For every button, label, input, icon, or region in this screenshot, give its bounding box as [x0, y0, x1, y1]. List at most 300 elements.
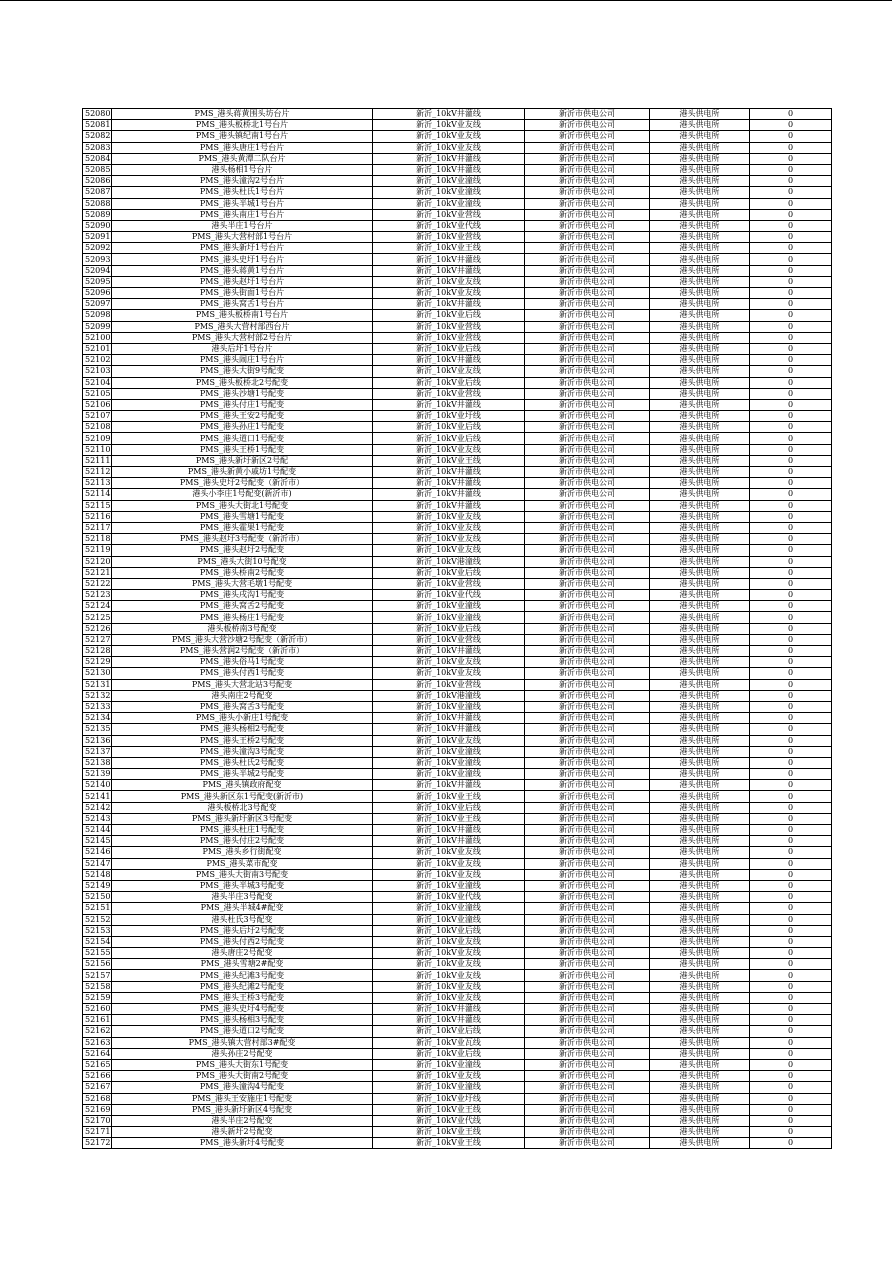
- value-cell: 0: [750, 825, 832, 836]
- row-id-cell: 52151: [83, 903, 112, 914]
- company-cell: 新沂市供电公司: [525, 959, 650, 970]
- row-id-cell: 52137: [83, 746, 112, 757]
- company-cell: 新沂市供电公司: [525, 1093, 650, 1104]
- feeder-line-cell: 新沂_10kV业圩线: [373, 411, 525, 422]
- table-row: [83, 880, 832, 891]
- value-cell: 0: [750, 131, 832, 142]
- supply-station-cell: 港头供电所: [650, 534, 750, 545]
- row-id-cell: 52091: [83, 232, 112, 243]
- value-cell: 0: [750, 1071, 832, 1082]
- company-cell: 新沂市供电公司: [525, 422, 650, 433]
- supply-station-cell: 港头供电所: [650, 690, 750, 701]
- value-cell: 0: [750, 836, 832, 847]
- company-cell: 新沂市供电公司: [525, 209, 650, 220]
- value-cell: 0: [750, 299, 832, 310]
- value-cell: 0: [750, 646, 832, 657]
- supply-station-cell: 港头供电所: [650, 399, 750, 410]
- supply-station-cell: 港头供电所: [650, 914, 750, 925]
- value-cell: 0: [750, 153, 832, 164]
- table-row: [83, 869, 832, 880]
- supply-station-cell: 港头供电所: [650, 880, 750, 891]
- feeder-line-cell: 新沂_10kV港潼线: [373, 690, 525, 701]
- feeder-line-cell: 新沂_10kV井灌线: [373, 1015, 525, 1026]
- feeder-line-cell: 新沂_10kV井灌线: [373, 1004, 525, 1015]
- company-cell: 新沂市供电公司: [525, 366, 650, 377]
- supply-station-cell: 港头供电所: [650, 847, 750, 858]
- feeder-line-cell: 新沂_10kV业营线: [373, 232, 525, 243]
- feeder-line-cell: 新沂_10kV井灌线: [373, 109, 525, 120]
- table-row: [83, 769, 832, 780]
- table-row: [83, 153, 832, 164]
- row-id-cell: 52170: [83, 1115, 112, 1126]
- station-name-cell: PMS_港头付西1号配变: [112, 668, 373, 679]
- station-name-cell: PMS_港头付庄2号配变: [112, 836, 373, 847]
- value-cell: 0: [750, 634, 832, 645]
- supply-station-cell: 港头供电所: [650, 981, 750, 992]
- feeder-line-cell: 新沂_10kV业友线: [373, 120, 525, 131]
- supply-station-cell: 港头供电所: [650, 153, 750, 164]
- value-cell: 0: [750, 276, 832, 287]
- table-row: [83, 198, 832, 209]
- company-cell: 新沂市供电公司: [525, 746, 650, 757]
- table-row: [83, 623, 832, 634]
- company-cell: 新沂市供电公司: [525, 903, 650, 914]
- company-cell: 新沂市供电公司: [525, 880, 650, 891]
- company-cell: 新沂市供电公司: [525, 948, 650, 959]
- supply-station-cell: 港头供电所: [650, 869, 750, 880]
- feeder-line-cell: 新沂_10kV业潼线: [373, 1082, 525, 1093]
- company-cell: 新沂市供电公司: [525, 220, 650, 231]
- station-name-cell: 港头半庄2号配变: [112, 1115, 373, 1126]
- table-row: [83, 612, 832, 623]
- value-cell: 0: [750, 366, 832, 377]
- company-cell: 新沂市供电公司: [525, 1048, 650, 1059]
- station-name-cell: PMS_港头大街南3号配变: [112, 869, 373, 880]
- feeder-line-cell: 新沂_10kV井灌线: [373, 265, 525, 276]
- value-cell: 0: [750, 343, 832, 354]
- value-cell: 0: [750, 455, 832, 466]
- company-cell: 新沂市供电公司: [525, 232, 650, 243]
- company-cell: 新沂市供电公司: [525, 668, 650, 679]
- feeder-line-cell: 新沂_10kV业圩线: [373, 1093, 525, 1104]
- table-row: [83, 142, 832, 153]
- value-cell: 0: [750, 478, 832, 489]
- row-id-cell: 52161: [83, 1015, 112, 1026]
- company-cell: 新沂市供电公司: [525, 164, 650, 175]
- table-row: [83, 299, 832, 310]
- company-cell: 新沂市供电公司: [525, 612, 650, 623]
- table-row: [83, 679, 832, 690]
- company-cell: 新沂市供电公司: [525, 892, 650, 903]
- table-row: [83, 1026, 832, 1037]
- row-id-cell: 52123: [83, 590, 112, 601]
- station-name-cell: PMS_港头史圩1号台片: [112, 254, 373, 265]
- feeder-line-cell: 新沂_10kV业潼线: [373, 176, 525, 187]
- company-cell: 新沂市供电公司: [525, 1004, 650, 1015]
- company-cell: 新沂市供电公司: [525, 601, 650, 612]
- row-id-cell: 52146: [83, 847, 112, 858]
- feeder-line-cell: 新沂_10kV业潼线: [373, 1059, 525, 1070]
- table-row: [83, 1104, 832, 1115]
- station-name-cell: PMS_港头大营村部1号台片: [112, 232, 373, 243]
- company-cell: 新沂市供电公司: [525, 1138, 650, 1149]
- row-id-cell: 52119: [83, 545, 112, 556]
- row-id-cell: 52105: [83, 388, 112, 399]
- station-name-cell: PMS_港头潼沟4号配变: [112, 1082, 373, 1093]
- company-cell: 新沂市供电公司: [525, 310, 650, 321]
- row-id-cell: 52163: [83, 1037, 112, 1048]
- row-id-cell: 52082: [83, 131, 112, 142]
- supply-station-cell: 港头供电所: [650, 780, 750, 791]
- station-name-cell: PMS_港头镇大营村部3#配变: [112, 1037, 373, 1048]
- company-cell: 新沂市供电公司: [525, 1127, 650, 1138]
- station-name-cell: PMS_港头孙庄1号配变: [112, 422, 373, 433]
- feeder-line-cell: 新沂_10kV港潼线: [373, 556, 525, 567]
- station-name-cell: 港头唐庄2号配变: [112, 948, 373, 959]
- table-row: [83, 847, 832, 858]
- table-row: [83, 556, 832, 567]
- value-cell: 0: [750, 556, 832, 567]
- value-cell: 0: [750, 690, 832, 701]
- row-id-cell: 52117: [83, 522, 112, 533]
- table-row: [83, 433, 832, 444]
- table-row: [83, 646, 832, 657]
- table-row: [83, 590, 832, 601]
- feeder-line-cell: 新沂_10kV业友线: [373, 970, 525, 981]
- station-name-cell: PMS_港头王桥1号配变: [112, 444, 373, 455]
- station-name-cell: PMS_港头沙塘1号配变: [112, 388, 373, 399]
- value-cell: 0: [750, 1059, 832, 1070]
- station-name-cell: PMS_港头赵圩3号配变（新沂市）: [112, 534, 373, 545]
- row-id-cell: 52089: [83, 209, 112, 220]
- company-cell: 新沂市供电公司: [525, 757, 650, 768]
- row-id-cell: 52125: [83, 612, 112, 623]
- value-cell: 0: [750, 500, 832, 511]
- feeder-line-cell: 新沂_10kV井灌线: [373, 478, 525, 489]
- station-name-cell: PMS_港头雪塘2#配变: [112, 959, 373, 970]
- feeder-line-cell: 新沂_10kV业后线: [373, 422, 525, 433]
- company-cell: 新沂市供电公司: [525, 590, 650, 601]
- table-row: [83, 1015, 832, 1026]
- station-name-cell: PMS_港头新圩新区4号配变: [112, 1104, 373, 1115]
- value-cell: 0: [750, 612, 832, 623]
- row-id-cell: 52090: [83, 220, 112, 231]
- table-row: [83, 1071, 832, 1082]
- value-cell: 0: [750, 847, 832, 858]
- feeder-line-cell: 新沂_10kV业友线: [373, 276, 525, 287]
- value-cell: 0: [750, 545, 832, 556]
- value-cell: 0: [750, 187, 832, 198]
- value-cell: 0: [750, 981, 832, 992]
- station-name-cell: PMS_港头板桥北1号台片: [112, 120, 373, 131]
- value-cell: 0: [750, 399, 832, 410]
- supply-station-cell: 港头供电所: [650, 355, 750, 366]
- row-id-cell: 52107: [83, 411, 112, 422]
- feeder-line-cell: 新沂_10kV业潼线: [373, 612, 525, 623]
- supply-station-cell: 港头供电所: [650, 142, 750, 153]
- value-cell: 0: [750, 992, 832, 1003]
- company-cell: 新沂市供电公司: [525, 1115, 650, 1126]
- value-cell: 0: [750, 355, 832, 366]
- value-cell: 0: [750, 735, 832, 746]
- station-name-cell: PMS_港头杜氏2号配变: [112, 757, 373, 768]
- station-name-cell: PMS_港头纪滩2号配变: [112, 981, 373, 992]
- supply-station-cell: 港头供电所: [650, 1127, 750, 1138]
- feeder-line-cell: 新沂_10kV业友线: [373, 735, 525, 746]
- table-row: [83, 1138, 832, 1149]
- value-cell: 0: [750, 220, 832, 231]
- row-id-cell: 52167: [83, 1082, 112, 1093]
- table-row: [83, 444, 832, 455]
- row-id-cell: 52116: [83, 511, 112, 522]
- station-name-cell: PMS_港头杨相3号配变: [112, 1015, 373, 1026]
- row-id-cell: 52138: [83, 757, 112, 768]
- value-cell: 0: [750, 668, 832, 679]
- supply-station-cell: 港头供电所: [650, 433, 750, 444]
- supply-station-cell: 港头供电所: [650, 925, 750, 936]
- table-row: [83, 355, 832, 366]
- row-id-cell: 52140: [83, 780, 112, 791]
- row-id-cell: 52168: [83, 1093, 112, 1104]
- feeder-line-cell: 新沂_10kV井灌线: [373, 467, 525, 478]
- station-name-cell: PMS_港头新圩新区2号配: [112, 455, 373, 466]
- company-cell: 新沂市供电公司: [525, 377, 650, 388]
- row-id-cell: 52162: [83, 1026, 112, 1037]
- row-id-cell: 52095: [83, 276, 112, 287]
- company-cell: 新沂市供电公司: [525, 925, 650, 936]
- station-name-cell: PMS_港头王安施庄1号配变: [112, 1093, 373, 1104]
- supply-station-cell: 港头供电所: [650, 511, 750, 522]
- table-row: [83, 343, 832, 354]
- table-row: [83, 310, 832, 321]
- feeder-line-cell: 新沂_10kV井灌线: [373, 355, 525, 366]
- row-id-cell: 52127: [83, 634, 112, 645]
- station-name-cell: PMS_港头王桥3号配变: [112, 992, 373, 1003]
- page-top-border: [0, 0, 892, 1]
- table-row: [83, 970, 832, 981]
- value-cell: 0: [750, 321, 832, 332]
- feeder-line-cell: 新沂_10kV业后线: [373, 925, 525, 936]
- table-row: [83, 903, 832, 914]
- row-id-cell: 52104: [83, 377, 112, 388]
- table-row: [83, 288, 832, 299]
- value-cell: 0: [750, 1138, 832, 1149]
- supply-station-cell: 港头供电所: [650, 489, 750, 500]
- table-row: [83, 992, 832, 1003]
- row-id-cell: 52133: [83, 701, 112, 712]
- station-name-cell: PMS_港头窝舌1号台片: [112, 299, 373, 310]
- company-cell: 新沂市供电公司: [525, 109, 650, 120]
- row-id-cell: 52150: [83, 892, 112, 903]
- row-id-cell: 52136: [83, 735, 112, 746]
- supply-station-cell: 港头供电所: [650, 131, 750, 142]
- feeder-line-cell: 新沂_10kV业潼线: [373, 601, 525, 612]
- feeder-line-cell: 新沂_10kV业营线: [373, 578, 525, 589]
- table-row: [83, 757, 832, 768]
- company-cell: 新沂市供电公司: [525, 780, 650, 791]
- company-cell: 新沂市供电公司: [525, 791, 650, 802]
- station-name-cell: 港头南庄2号配变: [112, 690, 373, 701]
- supply-station-cell: 港头供电所: [650, 959, 750, 970]
- value-cell: 0: [750, 1115, 832, 1126]
- row-id-cell: 52171: [83, 1127, 112, 1138]
- company-cell: 新沂市供电公司: [525, 1037, 650, 1048]
- station-name-cell: 港头新圩2号配变: [112, 1127, 373, 1138]
- feeder-line-cell: 新沂_10kV井灌线: [373, 713, 525, 724]
- station-name-cell: PMS_港头蒋黄1号台片: [112, 265, 373, 276]
- row-id-cell: 52172: [83, 1138, 112, 1149]
- station-name-cell: PMS_港头赵圩1号台片: [112, 276, 373, 287]
- row-id-cell: 52112: [83, 467, 112, 478]
- supply-station-cell: 港头供电所: [650, 556, 750, 567]
- value-cell: 0: [750, 411, 832, 422]
- station-name-cell: PMS_港头乡行街配变: [112, 847, 373, 858]
- company-cell: 新沂市供电公司: [525, 623, 650, 634]
- company-cell: 新沂市供电公司: [525, 847, 650, 858]
- row-id-cell: 52087: [83, 187, 112, 198]
- feeder-line-cell: 新沂_10kV业营线: [373, 332, 525, 343]
- supply-station-cell: 港头供电所: [650, 343, 750, 354]
- value-cell: 0: [750, 388, 832, 399]
- value-cell: 0: [750, 892, 832, 903]
- station-name-cell: PMS_港头大街东1号配变: [112, 1059, 373, 1070]
- table-row: [83, 1059, 832, 1070]
- row-id-cell: 52080: [83, 109, 112, 120]
- table-row: [83, 735, 832, 746]
- feeder-line-cell: 新沂_10kV业潼线: [373, 914, 525, 925]
- value-cell: 0: [750, 377, 832, 388]
- supply-station-cell: 港头供电所: [650, 1048, 750, 1059]
- supply-station-cell: 港头供电所: [650, 455, 750, 466]
- company-cell: 新沂市供电公司: [525, 265, 650, 276]
- company-cell: 新沂市供电公司: [525, 646, 650, 657]
- table-row: [83, 1093, 832, 1104]
- table-row: [83, 422, 832, 433]
- value-cell: 0: [750, 970, 832, 981]
- station-name-cell: PMS_港头半城3号配变: [112, 880, 373, 891]
- table-row: [83, 232, 832, 243]
- station-name-cell: PMS_港头杜庄1号配变: [112, 825, 373, 836]
- row-id-cell: 52154: [83, 936, 112, 947]
- company-cell: 新沂市供电公司: [525, 701, 650, 712]
- row-id-cell: 52143: [83, 813, 112, 824]
- value-cell: 0: [750, 757, 832, 768]
- company-cell: 新沂市供电公司: [525, 355, 650, 366]
- station-name-cell: PMS_港头霍果1号配变: [112, 522, 373, 533]
- station-name-cell: PMS_港头窝舌3号配变: [112, 701, 373, 712]
- supply-station-cell: 港头供电所: [650, 388, 750, 399]
- supply-station-cell: 港头供电所: [650, 187, 750, 198]
- table-row: [83, 467, 832, 478]
- row-id-cell: 52165: [83, 1059, 112, 1070]
- supply-station-cell: 港头供电所: [650, 321, 750, 332]
- company-cell: 新沂市供电公司: [525, 556, 650, 567]
- table-row: [83, 478, 832, 489]
- table-row: [83, 746, 832, 757]
- supply-station-cell: 港头供电所: [650, 411, 750, 422]
- table-row: [83, 254, 832, 265]
- row-id-cell: 52149: [83, 880, 112, 891]
- feeder-line-cell: 新沂_10kV业营线: [373, 679, 525, 690]
- feeder-line-cell: 新沂_10kV业友线: [373, 142, 525, 153]
- supply-station-cell: 港头供电所: [650, 209, 750, 220]
- feeder-line-cell: 新沂_10kV业王线: [373, 455, 525, 466]
- value-cell: 0: [750, 1093, 832, 1104]
- supply-station-cell: 港头供电所: [650, 735, 750, 746]
- feeder-line-cell: 新沂_10kV业友线: [373, 534, 525, 545]
- supply-station-cell: 港头供电所: [650, 422, 750, 433]
- supply-station-cell: 港头供电所: [650, 724, 750, 735]
- station-name-cell: PMS_港头道口2号配变: [112, 1026, 373, 1037]
- company-cell: 新沂市供电公司: [525, 478, 650, 489]
- company-cell: 新沂市供电公司: [525, 936, 650, 947]
- table-row: [83, 713, 832, 724]
- row-id-cell: 52088: [83, 198, 112, 209]
- feeder-line-cell: 新沂_10kV业友线: [373, 959, 525, 970]
- station-name-cell: PMS_港头新区东1号配变(新沂市): [112, 791, 373, 802]
- supply-station-cell: 港头供电所: [650, 757, 750, 768]
- table-row: [83, 187, 832, 198]
- value-cell: 0: [750, 925, 832, 936]
- station-name-cell: PMS_港头大营沙塘2号配变（新沂市）: [112, 634, 373, 645]
- value-cell: 0: [750, 1004, 832, 1015]
- table-row: [83, 936, 832, 947]
- station-name-cell: PMS_港头王安2号配变: [112, 411, 373, 422]
- supply-station-cell: 港头供电所: [650, 467, 750, 478]
- supply-station-cell: 港头供电所: [650, 444, 750, 455]
- feeder-line-cell: 新沂_10kV业潼线: [373, 903, 525, 914]
- station-name-cell: PMS_港头黄潭二队台片: [112, 153, 373, 164]
- feeder-line-cell: 新沂_10kV业友线: [373, 657, 525, 668]
- row-id-cell: 52128: [83, 646, 112, 657]
- supply-station-cell: 港头供电所: [650, 668, 750, 679]
- company-cell: 新沂市供电公司: [525, 914, 650, 925]
- station-name-cell: 港头杨相1号台片: [112, 164, 373, 175]
- value-cell: 0: [750, 948, 832, 959]
- table-row: [83, 366, 832, 377]
- feeder-line-cell: 新沂_10kV业潼线: [373, 757, 525, 768]
- station-name-cell: PMS_港头付庄1号配变: [112, 399, 373, 410]
- station-name-cell: PMS_港头大街10号配变: [112, 556, 373, 567]
- feeder-line-cell: 新沂_10kV业友线: [373, 858, 525, 869]
- supply-station-cell: 港头供电所: [650, 332, 750, 343]
- supply-station-cell: 港头供电所: [650, 936, 750, 947]
- station-name-cell: PMS_港头菜市配变: [112, 858, 373, 869]
- supply-station-cell: 港头供电所: [650, 646, 750, 657]
- company-cell: 新沂市供电公司: [525, 176, 650, 187]
- feeder-line-cell: 新沂_10kV业后线: [373, 310, 525, 321]
- value-cell: 0: [750, 232, 832, 243]
- value-cell: 0: [750, 511, 832, 522]
- supply-station-cell: 港头供电所: [650, 769, 750, 780]
- table-row: [83, 567, 832, 578]
- company-cell: 新沂市供电公司: [525, 981, 650, 992]
- supply-station-cell: 港头供电所: [650, 164, 750, 175]
- table-row: [83, 858, 832, 869]
- station-name-cell: PMS_港头杜氏1号台片: [112, 187, 373, 198]
- value-cell: 0: [750, 914, 832, 925]
- value-cell: 0: [750, 467, 832, 478]
- table-row: [83, 265, 832, 276]
- value-cell: 0: [750, 176, 832, 187]
- company-cell: 新沂市供电公司: [525, 869, 650, 880]
- table-row: [83, 220, 832, 231]
- row-id-cell: 52102: [83, 355, 112, 366]
- company-cell: 新沂市供电公司: [525, 142, 650, 153]
- value-cell: 0: [750, 120, 832, 131]
- row-id-cell: 52144: [83, 825, 112, 836]
- supply-station-cell: 港头供电所: [650, 220, 750, 231]
